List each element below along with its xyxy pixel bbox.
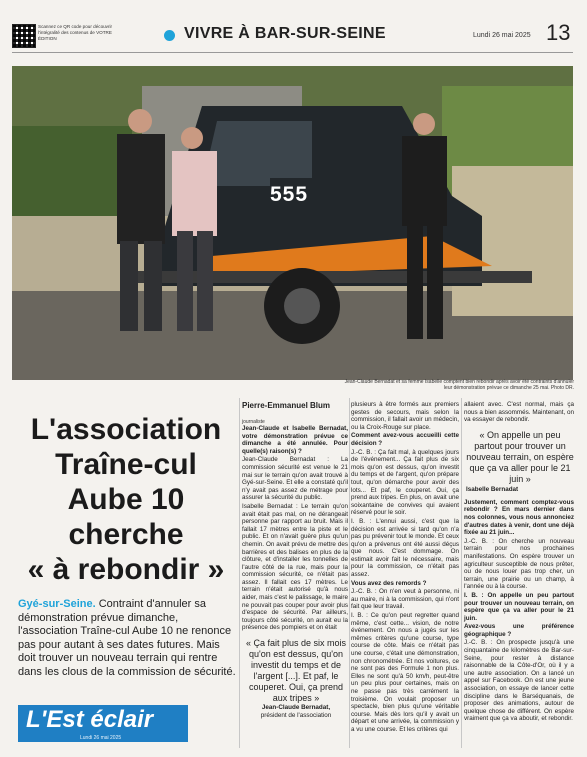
lede-text: Contraint d'annuler sa démonstration prévue dimanche, l'association Traîne-cul Aube 10 ne renonce pas pour autant à ses dates futures. Mais doit trouver un nouveau terrain qui rentre dans les clous de la commission de sécurité.: [18, 598, 236, 678]
newspaper-logo-date: Lundi 26 mai 2025: [80, 735, 122, 741]
attribution-role: président de l'association: [260, 711, 332, 719]
article-column-2: [351, 401, 459, 735]
pull-quote-attribution: [244, 704, 348, 719]
pull-quote: « Ça fait plus de six mois qu'on est dessus, qu'on investit du temps et de l'argent [...]. Et paf, le couperet. Oui, ça prend aux tripes »: [245, 638, 347, 703]
column-divider: [239, 398, 240, 748]
answer: I. B. : On appelle un peu partout pour trouver un nouveau terrain, on espère que ça va aller pour le 21 juin.: [464, 591, 574, 622]
question: Justement, comment comptez-vous rebondir ? En mars dernier dans nos colonnes, vous nous annonciez d'autres dates à venir, dont une déjà fixée au 21 juin...: [464, 498, 574, 537]
author-role: journaliste: [242, 419, 265, 425]
lede: [18, 598, 236, 679]
headline-line: L'association: [30, 413, 222, 446]
photo-illustration: [12, 66, 573, 380]
paragraph: plusieurs à être formés aux premiers gestes de secours, mais selon la commission, il fallait avoir un médecin, ou la Croix-Rouge sur place.: [351, 401, 459, 431]
question: Jean-Claude et Isabelle Bernadat, votre démonstration prévue ce dimanche a été annulée. Pour quelle(s) raison(s) ?: [242, 425, 348, 455]
pull-quote: « On appelle un peu partout pour trouver un nouveau terrain, on espère que ça va aller pour le 21 juin »: [466, 430, 574, 484]
answer: J.-C. B. : Ça fait mal, à quelques jours de l'événement... Ça fait plus de six mois qu'on est dessus, qu'on investit du temps et de l'argent, qu'on prépare tout, qu'on démarche pour avoir des lots... Et paf, le couperet. Oui, ça prend aux tripes. En plus, on avait une soixantaine de convives qui avaient réservé pour le soir.: [351, 448, 459, 517]
section-dot-icon: [164, 30, 175, 41]
qr-code[interactable]: [12, 24, 36, 48]
column-divider: [349, 398, 350, 748]
attribution-name: Jean-Claude Bernadat,: [261, 704, 331, 711]
headline: [16, 412, 236, 587]
author-name: Pierre-Emmanuel Blum: [242, 401, 331, 410]
header-divider: [12, 52, 573, 53]
headline-line: Traîne-cul: [55, 448, 197, 481]
section-title: VIVRE À BAR-SUR-SEINE: [184, 25, 386, 42]
answer: J.-C. B. : On n'en veut à personne, ni au maire, ni à la commission, qui n'ont fait que leur travail.: [351, 588, 459, 611]
lede-location: Gyé-sur-Seine.: [18, 598, 96, 610]
article-photo: [12, 66, 573, 380]
vehicle-number: 555: [270, 183, 309, 206]
question: Comment avez-vous accueilli cette décision ?: [351, 432, 459, 447]
answer: Isabelle Bernadat : Le terrain qu'on avait était pas mal, on ne dérangeait personne par rapport au bruit. Mais il fallait 17 mètres entre la piste et le public. Et on n'avait guère plus qu'un chemin. On avait prévu de mettre des barrières et des balises en plus de la clôture, et d'installer les tonnelles de l'autre côté de la rue, mais pour la commission sécurité, ce n'était pas assez. Il fallait ces 17 mètres. Le terrain n'était autorisé qu'à nous aider, mais c'est le palissage, le maire ne pouvait pas couper pour avoir plus d'espace de sécurité. Par ailleurs, toujours côté sécurité, on aurait eu la présence des pompiers et on était: [242, 502, 348, 632]
headline-line: cherche: [68, 518, 184, 551]
answer: Jean-Claude Bernadat : La commission sécurité est venue le 21 mai sur le terrain qu'on avait trouvé à Gyé-sur-Seine. Et elle a constaté qu'il n'y avait pas assez de métrage pour assurer la sécurité du public.: [242, 456, 348, 502]
answer: J.-C. B. : On cherche un nouveau terrain pour nos prochaines manifestations. On espère trouver un agriculteur susceptible de nous prêter, ou de nous louer pas trop cher, un terrain, une prairie ou un champ, à l'année ou à la course.: [464, 537, 574, 591]
qr-caption: Scannez ce QR code pour découvrir l'intégralité des contenus de VOTRE ÉDITION: [38, 24, 113, 41]
issue-date: Lundi 26 mai 2025: [473, 32, 531, 39]
column-divider: [461, 398, 462, 748]
page-number: 13: [546, 20, 571, 45]
question: Vous avez des remords ?: [351, 579, 427, 587]
photo-caption: Jean-Claude Bernadat et sa femme Isabelle comptent bien rebondir après avoir été contraints d'annuler leur démonstration prévue ce dimanche 25 mai. Photo DR.: [344, 379, 574, 391]
paragraph: allaient avec. C'est normal, mais ça nous a bien assommés. Maintenant, on va essayer de rebondir.: [464, 401, 574, 424]
article-column-1: [242, 425, 348, 633]
pull-quote-attribution: Isabelle Bernadat: [466, 486, 519, 493]
answer: I. B. : L'ennui aussi, c'est que la décision est arrivée si tard qu'on n'a pas pu prévenir tout le monde. Et ceux qu'on a prévenus ont été aussi déçus que nous. C'est dommage. On estimait avoir fait le nécessaire, mais pour la commission, ce n'était pas assez.: [351, 517, 459, 579]
answer: I. B. : Ce qu'on peut regretter quand même, c'est cette... vision, de notre événement. On nous a jugés sur les mêmes critères qu'une course, type course de côte. Mais ce n'était pas une course, c'était une démonstration, non chronométrée. Et nos voitures, ce ne sont pas des Formule 1 non plus. Elles ne sont qu'à 50 km/h, peut-être un peu plus pour certaines, mais on ne passe pas très carrément la troisième. On voulait proposer un spectacle, bien plus qu'une véritable course. Mais dès lors qu'il y avait un départ et une arrivée, la commission y a vu une course. Et les critères qui: [351, 612, 459, 733]
headline-line: « à rebondir »: [27, 553, 225, 586]
headline-line: Aube 10: [67, 483, 185, 516]
question: Avez-vous une préférence géographique ?: [464, 623, 574, 638]
answer: J.-C. B. : On prospecte jusqu'à une cinquantaine de kilomètres de Bar-sur-Seine, pour rester à distance raisonnable de la Côte-d'Or, où il y a une autre association. On a lancé un appel sur Facebook. On est une jeune association, on essaye de lancer cette discipline dans le Barséquanais, de proposer des animations, autour de quelque chose de différent. On espère vraiment que ça va aboutir, et rebondir.: [464, 639, 574, 723]
newspaper-logo-name: L'Est éclair: [26, 706, 154, 733]
